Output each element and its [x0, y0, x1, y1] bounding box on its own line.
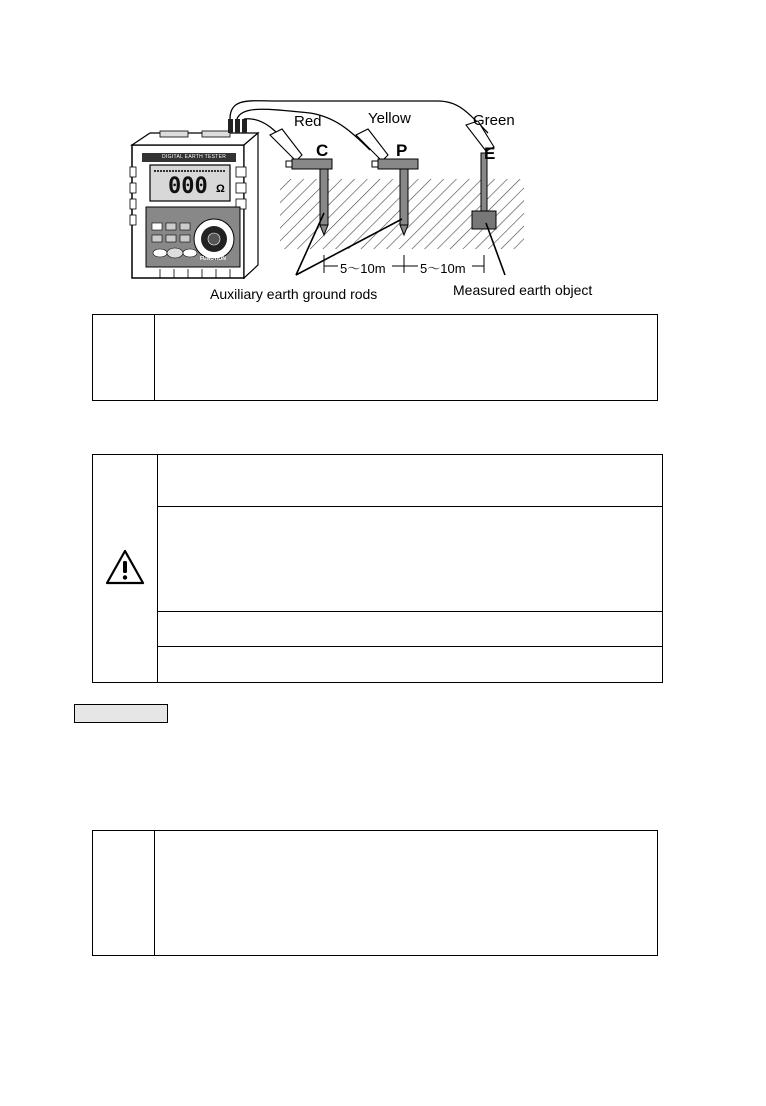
device-function-label: FUNCTION: [200, 256, 226, 262]
device-display-value: 000: [168, 174, 208, 199]
caption-auxiliary-rods: Auxiliary earth ground rods: [210, 286, 378, 302]
warning-row-divider-2: [157, 611, 662, 612]
label-yellow: Yellow: [368, 110, 411, 127]
device-title: DIGITAL EARTH TESTER: [162, 154, 227, 160]
wire-green: [230, 101, 488, 133]
warning-row-divider-3: [157, 646, 662, 647]
label-green: Green: [473, 112, 515, 129]
clip-yellow: [356, 129, 388, 161]
note-box-2: [92, 830, 658, 956]
note-box-1-divider: [154, 315, 155, 400]
note-box-1: [92, 314, 658, 401]
wiring-illustration: [120, 95, 640, 310]
earth-test-wiring-diagram: [120, 95, 640, 310]
warning-triangle-icon: [105, 549, 145, 585]
clip-red: [270, 129, 302, 161]
distance-1: 5～10m: [340, 261, 386, 276]
device-unit: Ω: [216, 183, 225, 195]
note-box-2-divider: [154, 831, 155, 955]
terminal-c-letter: C: [316, 141, 329, 160]
terminal-p-letter: P: [396, 141, 408, 160]
label-red: Red: [294, 113, 322, 130]
warning-box-divider: [157, 455, 158, 682]
distance-2: 5～10m: [420, 261, 466, 276]
terminal-e-letter: E: [484, 144, 496, 163]
warning-box: [92, 454, 663, 683]
section-label-box: [74, 704, 168, 723]
warning-row-divider-1: [157, 506, 662, 507]
caption-measured-object: Measured earth object: [453, 282, 593, 298]
